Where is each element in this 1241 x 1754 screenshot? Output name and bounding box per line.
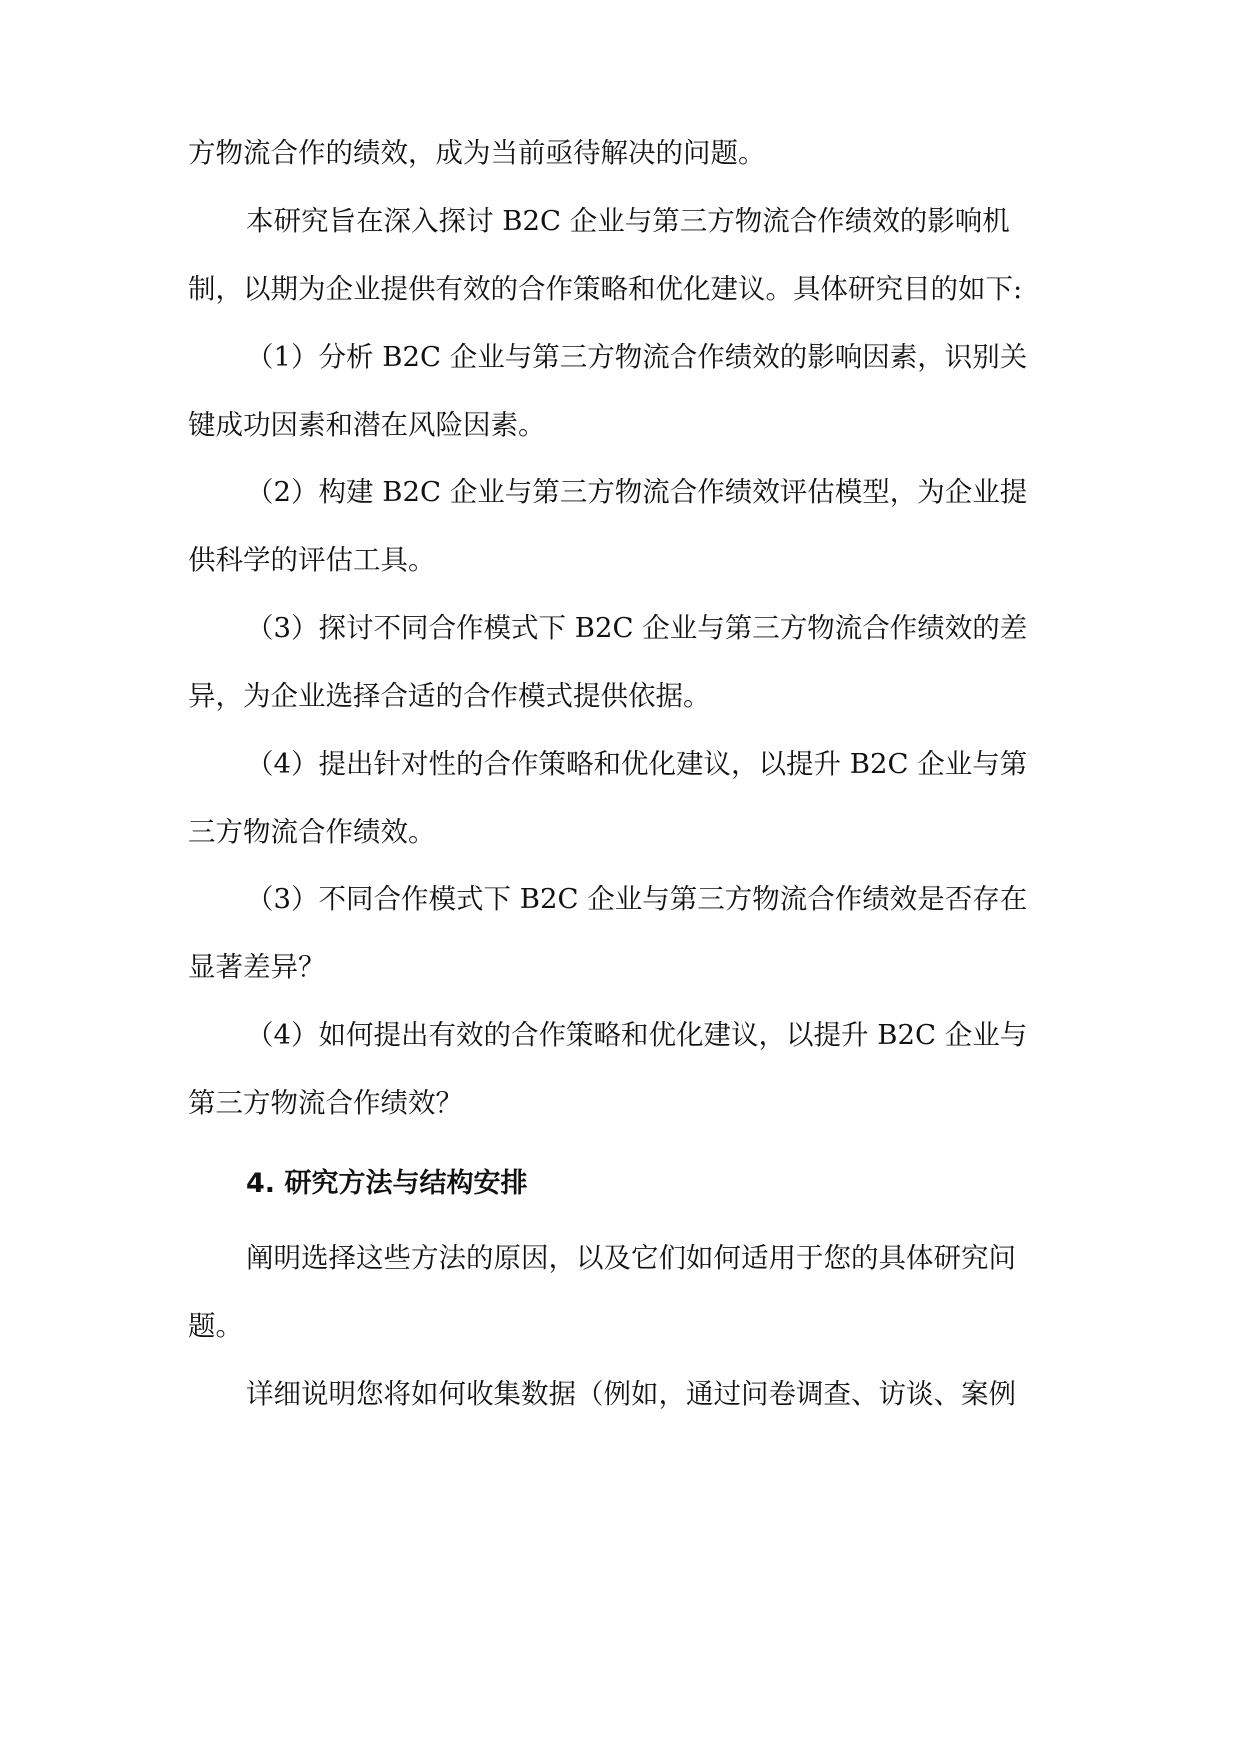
section-heading: 4. 研究方法与结构安排 xyxy=(246,1168,528,1199)
text-line: 本研究旨在深入探讨 B2C 企业与第三方物流合作绩效的影响机 xyxy=(246,205,1010,237)
text-line: 第三方物流合作绩效？ xyxy=(188,1087,463,1119)
text-line: 方物流合作的绩效，成为当前亟待解决的问题。 xyxy=(188,137,766,169)
text-line: 三方物流合作绩效。 xyxy=(188,816,436,848)
text-line: （1）分析 B2C 企业与第三方物流合作绩效的影响因素，识别关 xyxy=(246,341,1028,373)
text-line: （3）不同合作模式下 B2C 企业与第三方物流合作绩效是否存在 xyxy=(246,883,1028,915)
text-line: 异，为企业选择合适的合作模式提供依据。 xyxy=(188,680,711,712)
text-line: 题。 xyxy=(188,1310,243,1342)
text-line: 阐明选择这些方法的原因，以及它们如何适用于您的具体研究问 xyxy=(246,1242,1016,1274)
text-line: 键成功因素和潜在风险因素。 xyxy=(188,409,546,441)
text-line: （4）提出针对性的合作策略和优化建议，以提升 B2C 企业与第 xyxy=(246,748,1028,780)
text-line: 显著差异？ xyxy=(188,951,326,983)
text-line: （3）探讨不同合作模式下 B2C 企业与第三方物流合作绩效的差 xyxy=(246,612,1028,644)
text-line: （2）构建 B2C 企业与第三方物流合作绩效评估模型，为企业提 xyxy=(246,476,1028,508)
text-line: （4）如何提出有效的合作策略和优化建议，以提升 B2C 企业与 xyxy=(246,1019,1028,1051)
text-line: 供科学的评估工具。 xyxy=(188,544,436,576)
text-line: 详细说明您将如何收集数据（例如，通过问卷调查、访谈、案例 xyxy=(246,1378,1016,1410)
text-line: 制，以期为企业提供有效的合作策略和优化建议。具体研究目的如下: xyxy=(188,273,1023,305)
